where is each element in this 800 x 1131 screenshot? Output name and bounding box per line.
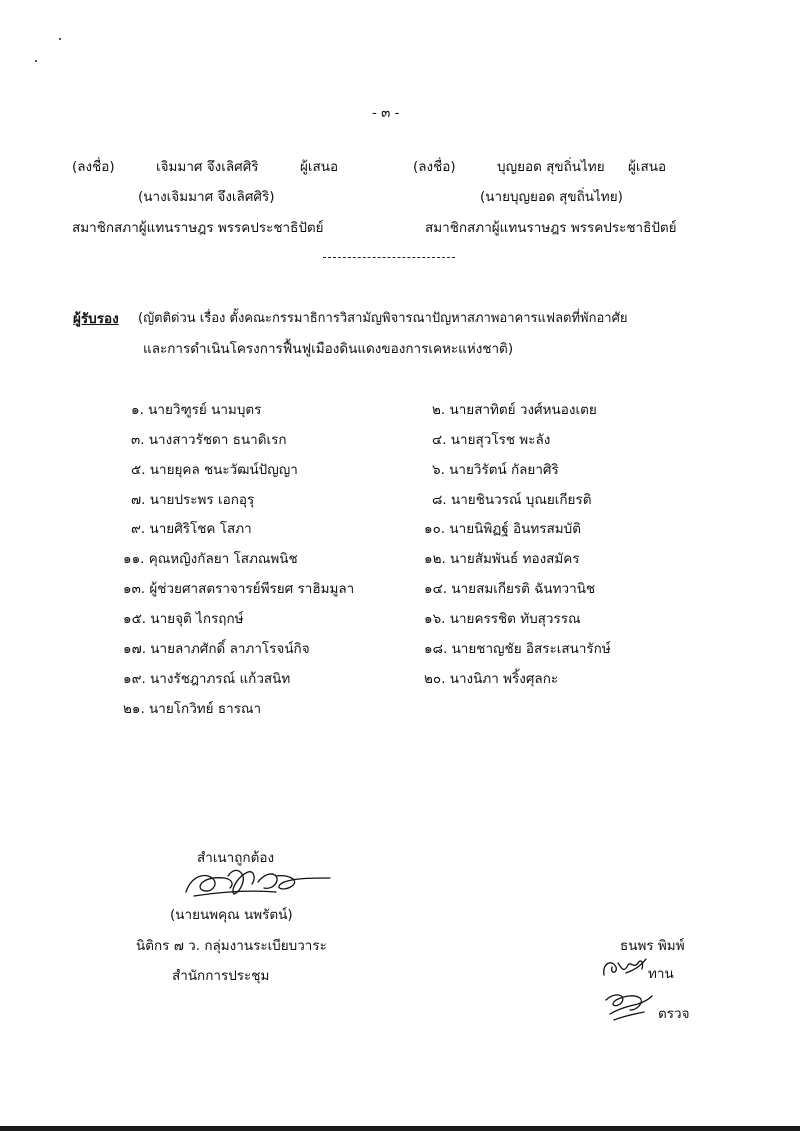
endorser-item: ๑๘. นายชาญชัย อิสระเสนารักษ์ [424,641,611,657]
endorser-item: ๑. นายวิฑูรย์ นามบุตร [131,402,262,418]
stray-mark [59,38,61,40]
endorser-item: ๒๑. นายโกวิทย์ ธารณา [123,701,262,717]
stray-mark [35,60,37,62]
endorser-item: ๒๐. นางนิภา พริ้งศุลกะ [424,671,559,687]
proposer-2-signature: บุญยอด สุขถิ่นไทย [497,159,605,175]
endorser-item: ๘. นายชินวรณ์ บุณยเกียรติ [432,492,592,508]
proposer-1-sign-label: (ลงชื่อ) [72,159,115,175]
proposer-1-signature: เจิมมาศ จึงเลิศศิริ [156,159,259,175]
endorser-item: ๕. นายยุคล ชนะวัฒน์ปัญญา [131,462,298,478]
endorser-item: ๓. นางสาวรัชดา ธนาดิเรก [131,432,287,448]
endorsers-heading: ผู้รับรอง [73,311,119,327]
certified-copy-label: สำเนาถูกต้อง [197,850,275,866]
reviewer-initials [600,955,648,981]
motion-subject-line-1: (ญัตติด่วน เรื่อง ตั้งคณะกรรมาธิการวิสามัญพิจารณาปัญหาสภาพอาคารแฟลตที่พักอาศัย [138,311,628,326]
endorser-item: ๑๒. นายสัมพันธ์ ทองสมัคร [424,551,580,567]
endorser-item: ๑๔. นายสมเกียรติ ฉันทวานิช [424,581,596,597]
typist-name: ธนพร พิมพ์ [620,938,685,954]
endorser-item: ๑๕. นายจุติ ไกรฤกษ์ [123,611,244,627]
proposer-1-position: สมาชิกสภาผู้แทนราษฎร พรรคประชาธิปัตย์ [72,220,324,236]
scan-edge [0,1126,800,1131]
certifier-name: (นายนพคุณ นพรัตน์) [170,907,293,923]
proposer-1-role: ผู้เสนอ [300,159,339,175]
endorser-item: ๙. นายศิริโชค โสภา [131,521,252,537]
endorser-item: ๔. นายสุวโรช พะลัง [432,432,551,448]
proposer-1-name: (นางเจิมมาศ จึงเลิศศิริ) [138,189,275,205]
certifier-position: นิติกร ๗ ว. กลุ่มงานระเบียบวาระ [136,938,327,954]
endorser-item: ๗. นายประพร เอกอุรุ [131,492,255,508]
endorser-item: ๒. นายสาทิตย์ วงศ์หนองเตย [432,402,597,418]
endorser-item: ๑๓. ผู้ช่วยศาสตราจารย์พีรยศ ราฮิมมูลา [123,581,355,597]
checker-initials [600,990,656,1026]
endorser-item: ๖. นายวิรัตน์ กัลยาศิริ [432,462,559,478]
proposer-2-name: (นายบุญยอด สุขถิ่นไทย) [480,189,623,205]
motion-subject-line-2: และการดำเนินโครงการฟื้นฟูเมืองดินแดงของการเคหะแห่งชาติ) [143,341,514,357]
certifier-signature [180,866,340,902]
endorser-item: ๑๐. นายนิพิฏฐ์ อินทรสมบัติ [424,521,582,537]
proposer-2-sign-label: (ลงชื่อ) [413,159,456,175]
proposer-2-position: สมาชิกสภาผู้แทนราษฎร พรรคประชาธิปัตย์ [425,220,677,236]
proposer-2-role: ผู้เสนอ [628,159,667,175]
endorser-item: ๑๙. นางรัชฎาภรณ์ แก้วสนิท [123,671,291,687]
certifier-office: สำนักการประชุม [172,968,270,984]
check-label: ตรวจ [658,1006,690,1022]
section-divider [323,257,455,258]
endorser-item: ๑๖. นายครรชิต ทับสุวรรณ [424,611,581,627]
review-label: ทาน [648,966,674,982]
endorser-item: ๑๗. นายลาภศักดิ์ ลาภาโรจน์กิจ [123,641,310,657]
page-number: - ๓ - [372,105,400,121]
endorser-item: ๑๑. คุณหญิงกัลยา โสภณพนิช [123,551,298,567]
